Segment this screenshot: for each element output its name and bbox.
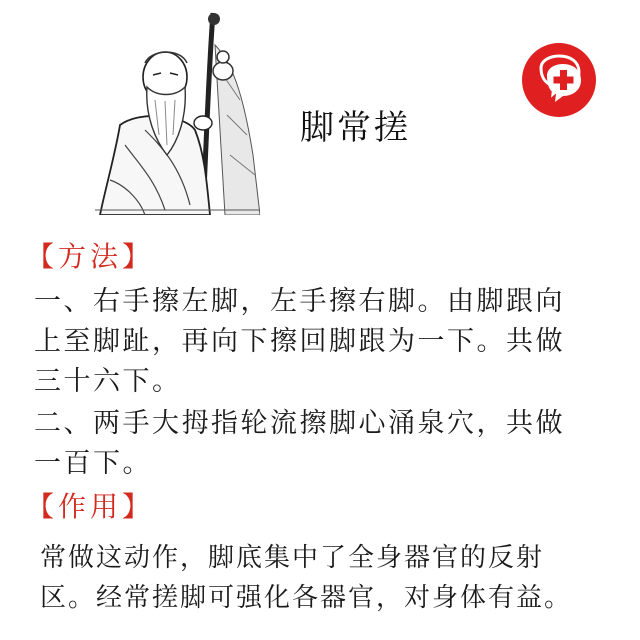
heading-open-bracket: 【 <box>26 490 59 523</box>
page-title: 脚常搓 <box>300 108 411 148</box>
paragraph-line: 二、两手大拇指轮流擦脚心涌泉穴，共做 <box>34 408 565 439</box>
paragraph-line: 一、右手擦左脚，左手擦右脚。由脚跟向 <box>34 286 565 317</box>
method-step-one <box>34 282 565 402</box>
section-heading-effect <box>26 485 154 525</box>
paragraph-line: 一百下。 <box>34 448 152 479</box>
paragraph-line: 三十六下。 <box>34 366 182 397</box>
heading-label: 方法 <box>58 240 123 273</box>
heading-close-bracket: 】 <box>122 240 155 273</box>
effect-description <box>40 538 572 618</box>
paragraph-line: 区。经常搓脚可强化各器官，对身体有益。 <box>40 583 573 613</box>
paragraph-line: 上至脚趾，再向下擦回脚跟为一下。共做 <box>34 326 565 357</box>
heading-close-bracket: 】 <box>122 490 155 523</box>
medical-cross-chat-bubble-icon <box>521 42 597 118</box>
method-step-two <box>34 404 565 484</box>
section-heading-method <box>26 235 154 275</box>
sage-with-staff-illustration <box>95 5 260 215</box>
heading-open-bracket: 【 <box>26 240 59 273</box>
heading-label: 作用 <box>58 490 123 523</box>
paragraph-line: 常做这动作，脚底集中了全身器官的反射 <box>40 543 545 573</box>
